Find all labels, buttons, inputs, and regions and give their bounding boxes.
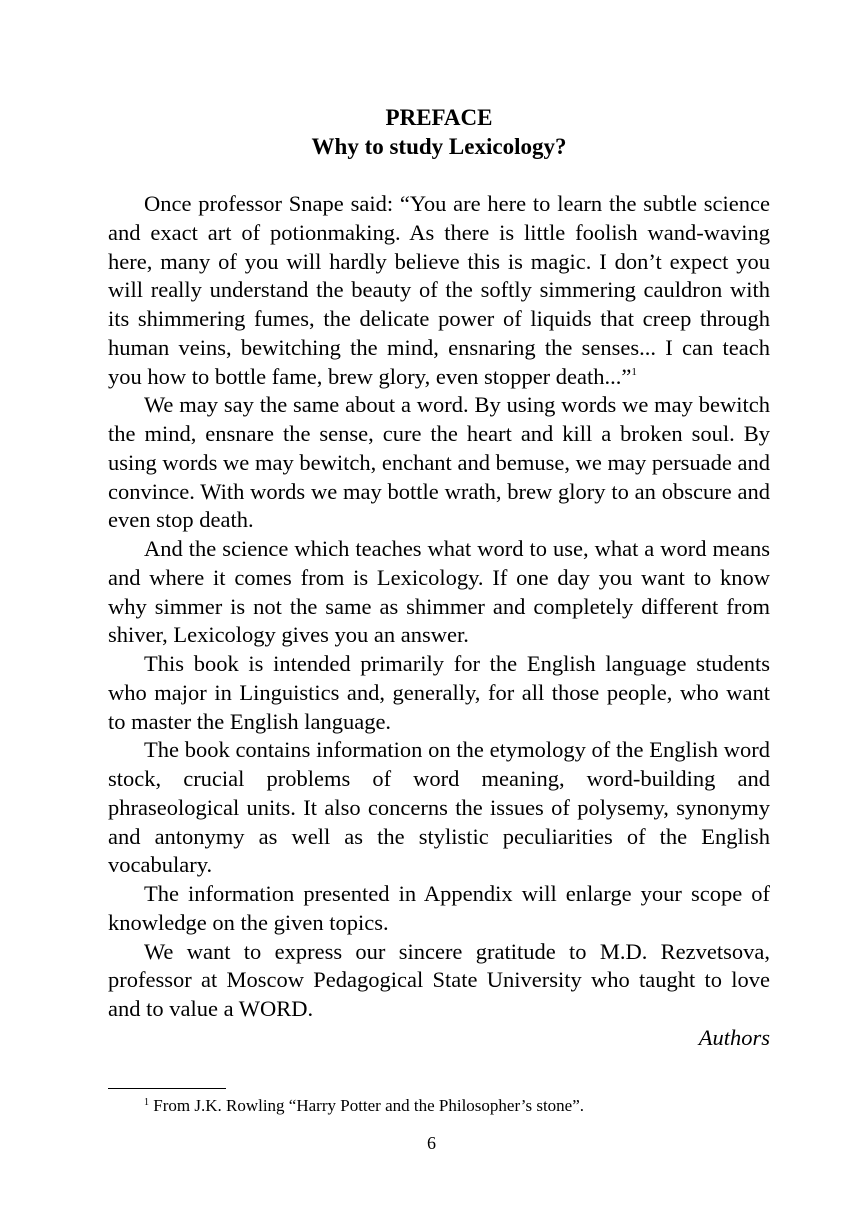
page-number: 6 [427, 1133, 436, 1153]
paragraph-2: We may say the same about a word. By using words we may bewitch the mind, ensnare the sense, cure the heart and kill a broken soul. By using words we may bewitch, enchant and bemuse, we may persuade and convince. With words we may bottle wrath, brew glory to an obscure and even stop death. [108, 392, 770, 533]
paragraph-1 [108, 190, 770, 391]
paragraph-7: We want to express our sincere gratitude to M.D. Rezvetsova, professor at Moscow Pedagogical State University who taught to love and to value a WORD. [108, 938, 770, 1021]
preface-body [108, 190, 770, 1053]
paragraph-4: This book is intended primarily for the English language students who major in Linguistics and, generally, for all those people, who want to master the English language. [108, 651, 770, 734]
footnote-text: From J.K. Rowling “Harry Potter and the Philosopher’s stone”. [153, 1096, 585, 1115]
footnote-divider [108, 1088, 226, 1089]
paragraph-6: The information presented in Appendix will enlarge your scope of knowledge on the given topics. [108, 881, 770, 935]
signature: Authors [698, 1024, 770, 1050]
paragraph-5: The book contains information on the etymology of the English word stock, crucial problems of word meaning, word-building and phraseological units. It also concerns the issues of polysemy, synonymy and antonymy as well as the stylistic peculiarities of the English vocabulary. [108, 737, 770, 878]
page-title: PREFACE [385, 105, 493, 130]
page-subtitle: Why to study Lexicology? [311, 134, 567, 159]
paragraph-text: Once professor Snape said: “You are here to learn the subtle science and exact art of potionmaking. As there is little foolish wand-waving here, many of you will hardly believe this is magic. I don’t expect you will really understand the beauty of the softly simmering cauldron with its shimmering fumes, the delicate power of liquids that creep through human veins, bewitching the mind, ensnaring the senses... I can teach you how to bottle fame, brew glory, even stopper death...” [108, 191, 770, 389]
paragraph-3: And the science which teaches what word to use, what a word means and where it comes from is Lexicology. If one day you want to know why simmer is not the same as shimmer and completely different from shiver, Lexicology gives you an answer. [108, 536, 770, 648]
footnote-reference: 1 [631, 365, 637, 378]
footnote-marker: 1 [144, 1097, 149, 1108]
footnote [144, 1095, 584, 1117]
